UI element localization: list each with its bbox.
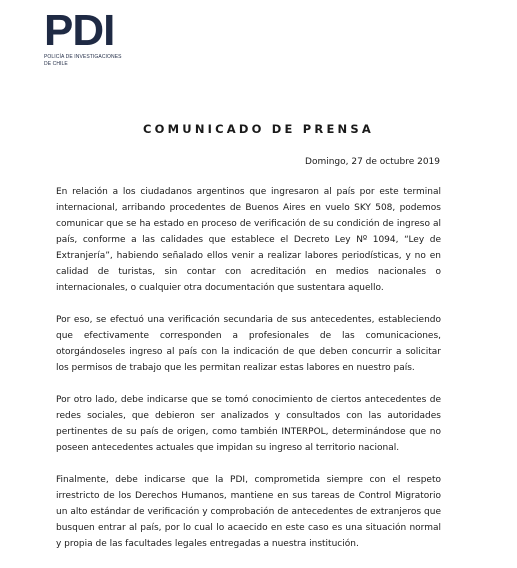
document-body — [56, 184, 441, 568]
paragraph-4: Finalmente, debe indicarse que la PDI, comprometida siempre con el respeto irrestricto de los Derechos Humanos, mantiene en sus tareas de Control Migratorio un alto estándar de verificación y comprobación de antecedentes de extranjeros que busquen entrar al país, por lo cual lo acaecido en este caso es una situación normal y propia de las facultades legales entregadas a nuestra institución. — [56, 475, 441, 549]
document-title: COMUNICADO DE PRENSA — [143, 122, 374, 136]
logo-wordmark: PDI — [44, 6, 115, 55]
paragraph-1: En relación a los ciudadanos argentinos que ingresaron al país por este terminal internacional, arribando procedentes de Buenos Aires en vuelo SKY 508, podemos comunicar que se ha estado en proceso de verificación de su condición de ingreso al país, conforme a las calidades que establece el Decreto Ley Nº 1094, “Ley de Extranjería”, habiendo señalado ellos venir a realizar labores periodísticas, y no en calidad de turistas, sin contar con acreditación en medios nacionales o internacionales, o cualquier otra documentación que sustentara aquello. — [56, 187, 441, 293]
paragraph-2: Por eso, se efectuó una verificación secundaria de sus antecedentes, estableciendo que efectivamente corresponden a profesionales de las comunicaciones, otorgándoseles ingreso al país con la indicación de que deben concurrir a solicitar los permisos de trabajo que les permitan realizar estas labores en nuestro país. — [56, 315, 441, 373]
pdi-logo — [44, 8, 124, 67]
logo-subtitle: POLICÍA DE INVESTIGACIONES DE CHILE — [44, 54, 122, 67]
document-date: Domingo, 27 de octubre 2019 — [305, 157, 440, 167]
paragraph-3: Por otro lado, debe indicarse que se tomó conocimiento de ciertos antecedentes de redes sociales, que debieron ser analizados y consultados con las autoridades pertinentes de su país de origen, como también INTERPOL, determinándose que no poseen antecedentes actuales que impidan su ingreso al territorio nacional. — [56, 395, 441, 453]
